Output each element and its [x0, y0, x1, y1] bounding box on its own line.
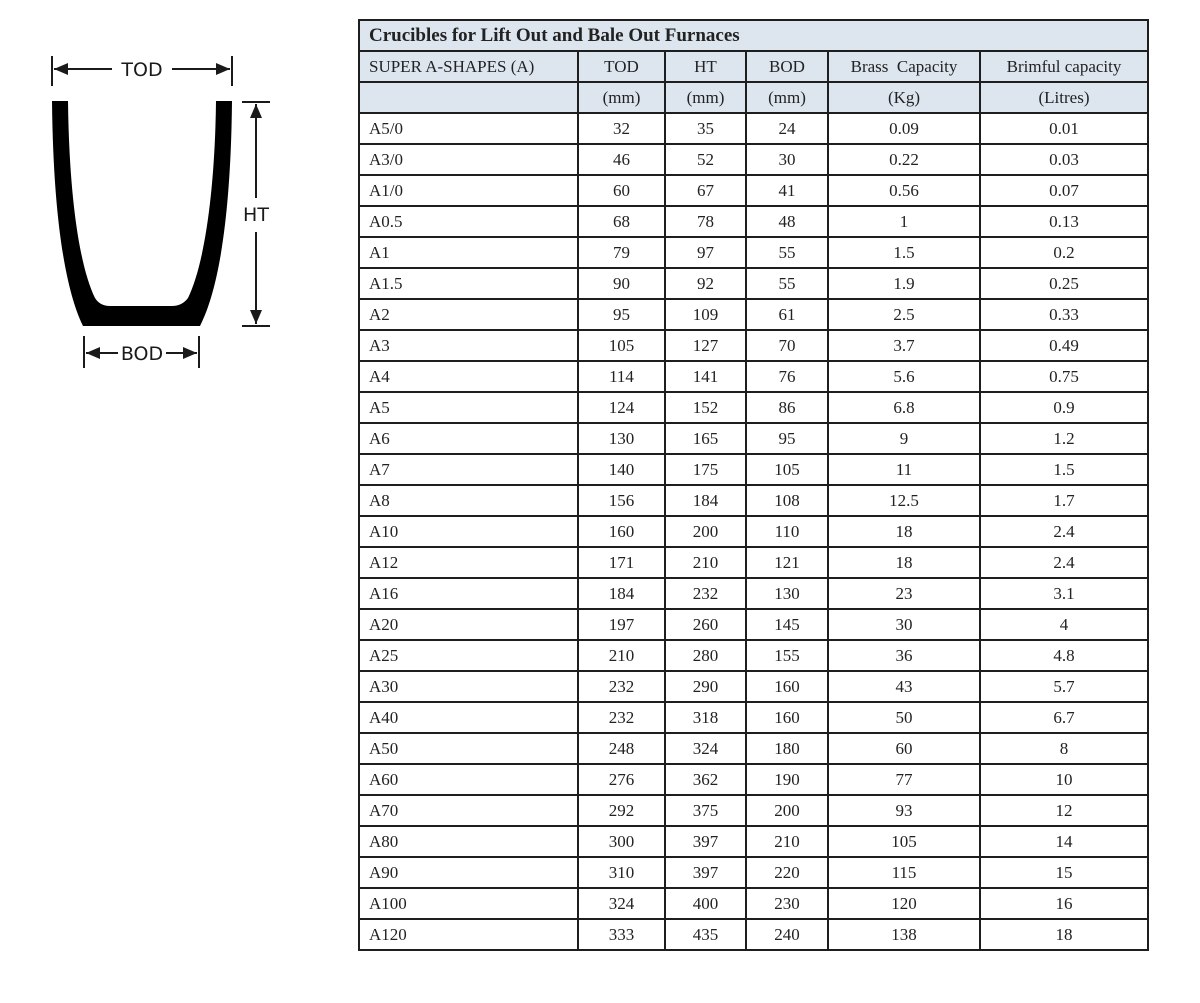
- ht-cell: 435: [665, 919, 746, 950]
- unit-cell: (mm): [746, 82, 828, 113]
- tod-cell: 310: [578, 857, 665, 888]
- brimful-capacity-cell: 3.1: [980, 578, 1148, 609]
- ht-cell: 184: [665, 485, 746, 516]
- brass-capacity-cell: 30: [828, 609, 980, 640]
- ht-cell: 52: [665, 144, 746, 175]
- brass-capacity-cell: 43: [828, 671, 980, 702]
- ht-cell: 362: [665, 764, 746, 795]
- bod-cell: 155: [746, 640, 828, 671]
- tod-cell: 292: [578, 795, 665, 826]
- bod-cell: 108: [746, 485, 828, 516]
- table-row: [359, 764, 1148, 795]
- tod-cell: 184: [578, 578, 665, 609]
- brimful-capacity-cell: 0.2: [980, 237, 1148, 268]
- tod-cell: 46: [578, 144, 665, 175]
- shape-cell: A12: [359, 547, 578, 578]
- ht-cell: 175: [665, 454, 746, 485]
- shape-cell: A8: [359, 485, 578, 516]
- tod-dimension: [52, 56, 232, 86]
- table-body: [359, 113, 1148, 950]
- column-header-row: [359, 51, 1148, 82]
- shape-cell: A0.5: [359, 206, 578, 237]
- brass-capacity-cell: 5.6: [828, 361, 980, 392]
- brass-capacity-cell: 6.8: [828, 392, 980, 423]
- tod-cell: 95: [578, 299, 665, 330]
- brimful-capacity-cell: 18: [980, 919, 1148, 950]
- table-row: [359, 609, 1148, 640]
- shape-cell: A90: [359, 857, 578, 888]
- brimful-capacity-cell: 0.01: [980, 113, 1148, 144]
- table-row: [359, 826, 1148, 857]
- column-header-shape: SUPER A-SHAPES (A): [359, 51, 578, 82]
- tod-cell: 232: [578, 702, 665, 733]
- bod-cell: 200: [746, 795, 828, 826]
- brimful-capacity-cell: 16: [980, 888, 1148, 919]
- table-row: [359, 795, 1148, 826]
- table-row: [359, 857, 1148, 888]
- ht-cell: 324: [665, 733, 746, 764]
- shape-cell: A20: [359, 609, 578, 640]
- unit-cell: (mm): [578, 82, 665, 113]
- tod-cell: 140: [578, 454, 665, 485]
- crucible-shape: [52, 101, 232, 326]
- table-row: [359, 299, 1148, 330]
- bod-cell: 220: [746, 857, 828, 888]
- shape-cell: A2: [359, 299, 578, 330]
- brass-capacity-cell: 3.7: [828, 330, 980, 361]
- tod-cell: 333: [578, 919, 665, 950]
- ht-cell: 109: [665, 299, 746, 330]
- shape-cell: A3/0: [359, 144, 578, 175]
- table-title: Crucibles for Lift Out and Bale Out Furnaces: [359, 20, 1148, 51]
- bod-cell: 41: [746, 175, 828, 206]
- table-row: [359, 702, 1148, 733]
- brass-capacity-cell: 36: [828, 640, 980, 671]
- bod-cell: 105: [746, 454, 828, 485]
- tod-cell: 300: [578, 826, 665, 857]
- brass-capacity-cell: 115: [828, 857, 980, 888]
- ht-cell: 397: [665, 826, 746, 857]
- brimful-capacity-cell: 0.13: [980, 206, 1148, 237]
- bod-cell: 30: [746, 144, 828, 175]
- unit-cell: [359, 82, 578, 113]
- ht-dimension: [242, 102, 270, 326]
- table-row: [359, 516, 1148, 547]
- brimful-capacity-cell: 2.4: [980, 547, 1148, 578]
- shape-cell: A10: [359, 516, 578, 547]
- shape-cell: A3: [359, 330, 578, 361]
- tod-cell: 130: [578, 423, 665, 454]
- table-row: [359, 578, 1148, 609]
- table-row: [359, 454, 1148, 485]
- tod-cell: 171: [578, 547, 665, 578]
- table-row: [359, 423, 1148, 454]
- shape-cell: A1: [359, 237, 578, 268]
- unit-row: [359, 82, 1148, 113]
- brimful-capacity-cell: 4.8: [980, 640, 1148, 671]
- brass-capacity-cell: 23: [828, 578, 980, 609]
- shape-cell: A5/0: [359, 113, 578, 144]
- table-row: [359, 733, 1148, 764]
- brass-capacity-cell: 77: [828, 764, 980, 795]
- shape-cell: A1/0: [359, 175, 578, 206]
- bod-cell: 121: [746, 547, 828, 578]
- brass-capacity-cell: 9: [828, 423, 980, 454]
- crucible-diagram: [40, 48, 280, 378]
- tod-cell: 276: [578, 764, 665, 795]
- tod-cell: 32: [578, 113, 665, 144]
- unit-cell: (Kg): [828, 82, 980, 113]
- bod-cell: 61: [746, 299, 828, 330]
- bod-cell: 55: [746, 237, 828, 268]
- tod-cell: 324: [578, 888, 665, 919]
- shape-cell: A6: [359, 423, 578, 454]
- bod-label: BOD: [120, 343, 164, 365]
- bod-cell: 110: [746, 516, 828, 547]
- tod-cell: 79: [578, 237, 665, 268]
- bod-cell: 145: [746, 609, 828, 640]
- column-header-ht: HT: [665, 51, 746, 82]
- bod-cell: 48: [746, 206, 828, 237]
- ht-cell: 260: [665, 609, 746, 640]
- table-row: [359, 330, 1148, 361]
- brass-capacity-cell: 1.5: [828, 237, 980, 268]
- shape-cell: A120: [359, 919, 578, 950]
- table-row: [359, 888, 1148, 919]
- brimful-capacity-cell: 0.49: [980, 330, 1148, 361]
- ht-cell: 290: [665, 671, 746, 702]
- tod-label: TOD: [121, 59, 163, 81]
- bod-cell: 130: [746, 578, 828, 609]
- bod-cell: 76: [746, 361, 828, 392]
- bod-cell: 180: [746, 733, 828, 764]
- tod-cell: 68: [578, 206, 665, 237]
- table-row: [359, 361, 1148, 392]
- brimful-capacity-cell: 15: [980, 857, 1148, 888]
- brimful-capacity-cell: 4: [980, 609, 1148, 640]
- ht-cell: 152: [665, 392, 746, 423]
- brass-capacity-cell: 50: [828, 702, 980, 733]
- brass-capacity-cell: 18: [828, 547, 980, 578]
- column-header-bod: BOD: [746, 51, 828, 82]
- brimful-capacity-cell: 6.7: [980, 702, 1148, 733]
- brimful-capacity-cell: 0.07: [980, 175, 1148, 206]
- brass-capacity-cell: 0.22: [828, 144, 980, 175]
- table-row: [359, 113, 1148, 144]
- brimful-capacity-cell: 5.7: [980, 671, 1148, 702]
- bod-cell: 95: [746, 423, 828, 454]
- brass-capacity-cell: 12.5: [828, 485, 980, 516]
- column-header-brimful-capacity: Brimful capacity: [980, 51, 1148, 82]
- unit-cell: (Litres): [980, 82, 1148, 113]
- brimful-capacity-cell: 0.9: [980, 392, 1148, 423]
- bod-cell: 24: [746, 113, 828, 144]
- shape-cell: A16: [359, 578, 578, 609]
- table-row: [359, 671, 1148, 702]
- table-row: [359, 392, 1148, 423]
- table-row: [359, 485, 1148, 516]
- tod-cell: 90: [578, 268, 665, 299]
- ht-cell: 165: [665, 423, 746, 454]
- brimful-capacity-cell: 0.25: [980, 268, 1148, 299]
- brass-capacity-cell: 138: [828, 919, 980, 950]
- shape-cell: A80: [359, 826, 578, 857]
- tod-cell: 60: [578, 175, 665, 206]
- table-row: [359, 640, 1148, 671]
- brimful-capacity-cell: 0.75: [980, 361, 1148, 392]
- ht-cell: 141: [665, 361, 746, 392]
- table-row: [359, 144, 1148, 175]
- table-row: [359, 547, 1148, 578]
- tod-cell: 160: [578, 516, 665, 547]
- ht-cell: 232: [665, 578, 746, 609]
- ht-cell: 400: [665, 888, 746, 919]
- shape-cell: A30: [359, 671, 578, 702]
- shape-cell: A40: [359, 702, 578, 733]
- shape-cell: A100: [359, 888, 578, 919]
- ht-cell: 35: [665, 113, 746, 144]
- shape-cell: A4: [359, 361, 578, 392]
- shape-cell: A1.5: [359, 268, 578, 299]
- brass-capacity-cell: 105: [828, 826, 980, 857]
- ht-label: HT: [243, 204, 269, 226]
- brimful-capacity-cell: 12: [980, 795, 1148, 826]
- brass-capacity-cell: 60: [828, 733, 980, 764]
- brimful-capacity-cell: 14: [980, 826, 1148, 857]
- bod-cell: 160: [746, 702, 828, 733]
- ht-cell: 92: [665, 268, 746, 299]
- tod-cell: 114: [578, 361, 665, 392]
- ht-cell: 78: [665, 206, 746, 237]
- brimful-capacity-cell: 2.4: [980, 516, 1148, 547]
- brass-capacity-cell: 0.09: [828, 113, 980, 144]
- bod-cell: 55: [746, 268, 828, 299]
- ht-cell: 397: [665, 857, 746, 888]
- brass-capacity-cell: 1.9: [828, 268, 980, 299]
- ht-cell: 280: [665, 640, 746, 671]
- column-header-brass-capacity: Brass Capacity: [828, 51, 980, 82]
- brimful-capacity-cell: 10: [980, 764, 1148, 795]
- brass-capacity-cell: 1: [828, 206, 980, 237]
- bod-cell: 190: [746, 764, 828, 795]
- ht-cell: 97: [665, 237, 746, 268]
- shape-cell: A25: [359, 640, 578, 671]
- ht-cell: 210: [665, 547, 746, 578]
- shape-cell: A5: [359, 392, 578, 423]
- bod-cell: 70: [746, 330, 828, 361]
- brimful-capacity-cell: 0.03: [980, 144, 1148, 175]
- tod-cell: 124: [578, 392, 665, 423]
- shape-cell: A50: [359, 733, 578, 764]
- bod-cell: 230: [746, 888, 828, 919]
- brass-capacity-cell: 120: [828, 888, 980, 919]
- bod-cell: 240: [746, 919, 828, 950]
- shape-cell: A70: [359, 795, 578, 826]
- bod-cell: 86: [746, 392, 828, 423]
- tod-cell: 210: [578, 640, 665, 671]
- brass-capacity-cell: 2.5: [828, 299, 980, 330]
- brimful-capacity-cell: 1.5: [980, 454, 1148, 485]
- brimful-capacity-cell: 0.33: [980, 299, 1148, 330]
- brimful-capacity-cell: 1.2: [980, 423, 1148, 454]
- column-header-tod: TOD: [578, 51, 665, 82]
- tod-cell: 197: [578, 609, 665, 640]
- table-row: [359, 268, 1148, 299]
- shape-cell: A60: [359, 764, 578, 795]
- crucible-spec-table: [358, 19, 1149, 951]
- brass-capacity-cell: 0.56: [828, 175, 980, 206]
- table-row: [359, 919, 1148, 950]
- tod-cell: 248: [578, 733, 665, 764]
- shape-cell: A7: [359, 454, 578, 485]
- brass-capacity-cell: 18: [828, 516, 980, 547]
- ht-cell: 127: [665, 330, 746, 361]
- tod-cell: 156: [578, 485, 665, 516]
- ht-cell: 67: [665, 175, 746, 206]
- brass-capacity-cell: 93: [828, 795, 980, 826]
- ht-cell: 318: [665, 702, 746, 733]
- bod-cell: 210: [746, 826, 828, 857]
- unit-cell: (mm): [665, 82, 746, 113]
- brass-capacity-cell: 11: [828, 454, 980, 485]
- brimful-capacity-cell: 1.7: [980, 485, 1148, 516]
- ht-cell: 200: [665, 516, 746, 547]
- tod-cell: 105: [578, 330, 665, 361]
- ht-cell: 375: [665, 795, 746, 826]
- table-row: [359, 206, 1148, 237]
- table-row: [359, 237, 1148, 268]
- bod-cell: 160: [746, 671, 828, 702]
- tod-cell: 232: [578, 671, 665, 702]
- brimful-capacity-cell: 8: [980, 733, 1148, 764]
- table-row: [359, 175, 1148, 206]
- bod-dimension: [84, 336, 199, 368]
